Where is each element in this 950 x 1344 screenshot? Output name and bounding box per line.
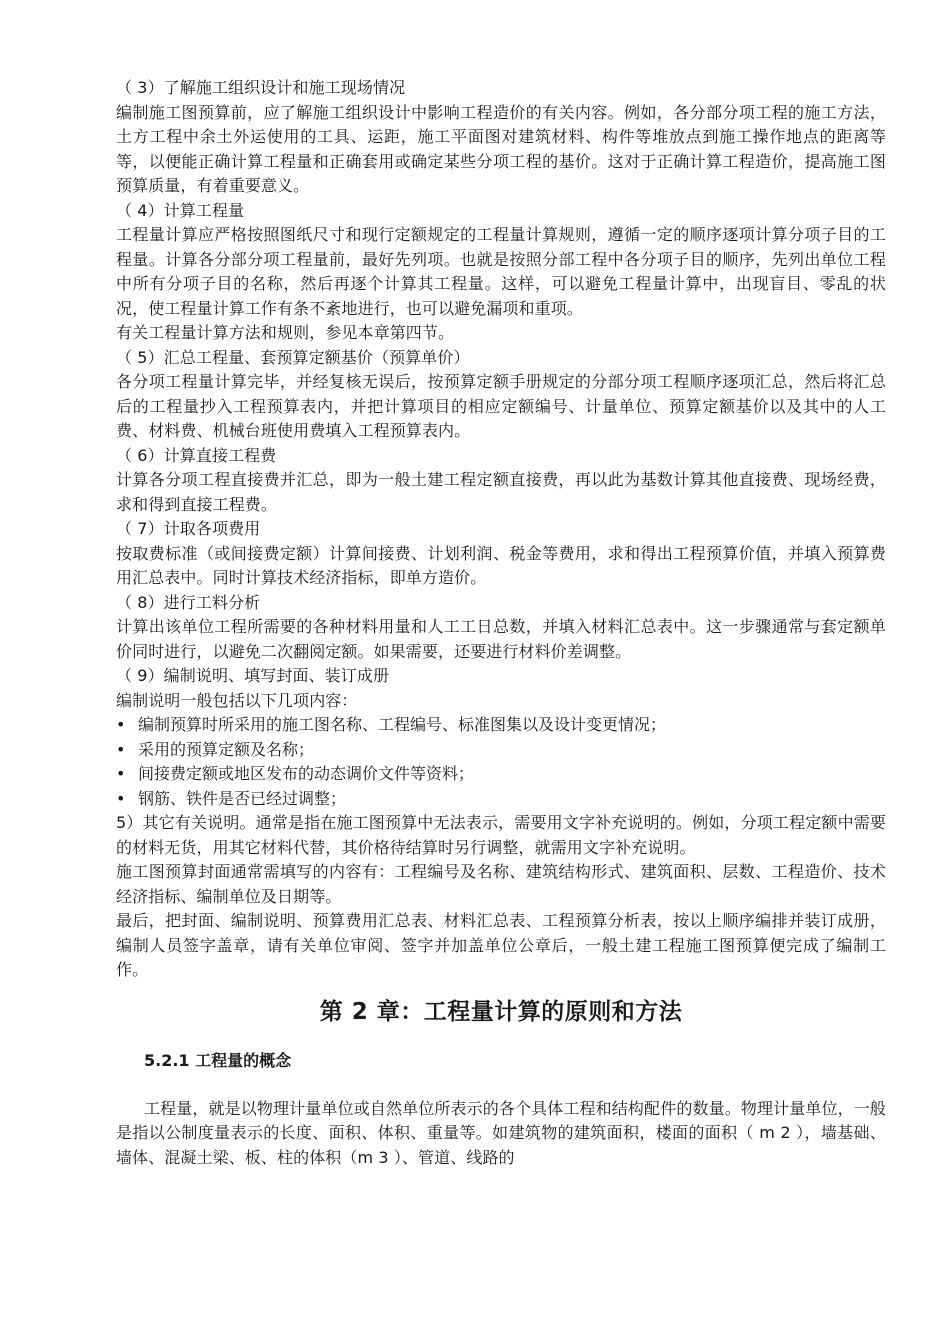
step-6-body: 计算各分项工程直接费并汇总，即为一般土建工程定额直接费，再以此为基数计算其他直接费、现场经费，求和得到直接工程费。	[116, 470, 886, 514]
step-5-heading: （ 5）汇总工程量、套预算定额基价（预算单价）	[116, 347, 470, 367]
step-5-body: 各分项工程量计算完毕，并经复核无误后，按预算定额手册规定的分部分项工程顺序逐项汇总，然后将汇总后的工程量抄入工程预算表内，并把计算项目的相应定额编号、计量单位、预算定额基价以及其中的人工费、材料费、机械台班使用费填入工程预算表内。	[116, 372, 886, 440]
list-item-text: 编制预算时所采用的施工图名称、工程编号、标准图集以及设计变更情况；	[138, 715, 667, 734]
section-paragraph: 工程量，就是以物理计量单位或自然单位所表示的各个具体工程和结构配件的数量。物理计量单位，一般是指以公制度量表示的长度、面积、体积、重量等。如建筑物的建筑面积，楼面的面积（ m 2 ），墙基础、墙体、混凝土梁、板、柱的体积（m 3 ）、管道、线路的	[116, 1098, 886, 1167]
other-notes-paragraph: 5）其它有关说明。通常是指在施工图预算中无法表示，需要用文字补充说明的。例如，分项工程定额中需要的材料无货，用其它材料代替，其价格待结算时另行调整，就需用文字补充说明。	[116, 813, 886, 857]
step-9-heading: （ 9）编制说明、填写封面、装订成册	[116, 666, 390, 685]
step-4-body: 工程量计算应严格按照图纸尺寸和现行定额规定的工程量计算规则，遵循一定的顺序逐项计算分项子目的工程量。计算各分部分项工程量前，最好先列项。也就是按照分部工程中各分项子目的顺序，先列出单位工程中所有分项子目的名称，然后再逐个计算其工程量。这样，可以避免工程量计算中，出现盲目、零乱的状况，使工程量计算工作有条不紊地进行，也可以避免漏项和重项。	[116, 225, 886, 318]
step-7-heading: （ 7）计取各项费用	[116, 519, 261, 538]
list-item	[116, 713, 886, 738]
step-4-reference: 有关工程量计算方法和规则，参见本章第四节。	[116, 323, 455, 342]
document-page	[116, 76, 886, 1170]
step-4-heading: （ 4）计算工程量	[116, 200, 245, 220]
binding-paragraph: 最后，把封面、编制说明、预算费用汇总表、材料汇总表、工程预算分析表，按以上顺序编排并装订成册，编制人员签字盖章，请有关单位审阅、签字并加盖单位公章后，一般土建工程施工图预算便完成了编制工作。	[116, 911, 886, 979]
step-6-heading: （ 6）计算直接工程费	[116, 445, 277, 465]
list-item-text: 间接费定额或地区发布的动态调价文件等资料；	[138, 764, 475, 783]
step-7-body: 按取费标准（或间接费定额）计算间接费、计划利润、税金等费用，求和得出工程预算价值，并填入预算费用汇总表中。同时计算技术经济指标，即单方造价。	[116, 543, 886, 587]
bullet-icon: •	[116, 764, 126, 783]
bullet-icon: •	[116, 739, 126, 759]
step-3-body: 编制施工图预算前，应了解施工组织设计中影响工程造价的有关内容。例如，各分部分项工程的施工方法，土方工程中余土外运使用的工具、运距，施工平面图对建筑材料、构件等堆放点到施工操作地点的距离等等，以便能正确计算工程量和正确套用或确定某些分项工程的基价。这对于正确计算工程造价，提高施工图预算质量，有着重要意义。	[116, 102, 886, 195]
chapter-title: 第 2 章：工程量计算的原则和方法	[319, 998, 683, 1025]
list-item	[116, 738, 886, 763]
list-item-text: 采用的预算定额及名称；	[138, 739, 315, 759]
step-3-heading: （ 3）了解施工组织设计和施工现场情况	[116, 78, 406, 97]
list-item	[116, 787, 886, 812]
section-heading: 5.2.1 工程量的概念	[144, 1050, 292, 1070]
bullet-icon: •	[116, 788, 126, 808]
bullet-list	[116, 713, 886, 811]
step-9-intro: 编制说明一般包括以下几项内容：	[116, 690, 358, 710]
list-item-text: 钢筋、铁件是否已经过调整；	[138, 788, 347, 808]
step-8-heading: （ 8）进行工料分析	[116, 592, 261, 612]
list-item	[116, 762, 886, 787]
cover-contents-paragraph: 施工图预算封面通常需填写的内容有：工程编号及名称、建筑结构形式、建筑面积、层数、工程造价、技术经济指标、编制单位及日期等。	[116, 862, 886, 906]
bullet-icon: •	[116, 715, 126, 734]
step-8-body: 计算出该单位工程所需要的各种材料用量和人工工日总数，并填入材料汇总表中。这一步骤通常与套定额单价同时进行，以避免二次翻阅定额。如果需要，还要进行材料价差调整。	[116, 617, 886, 661]
